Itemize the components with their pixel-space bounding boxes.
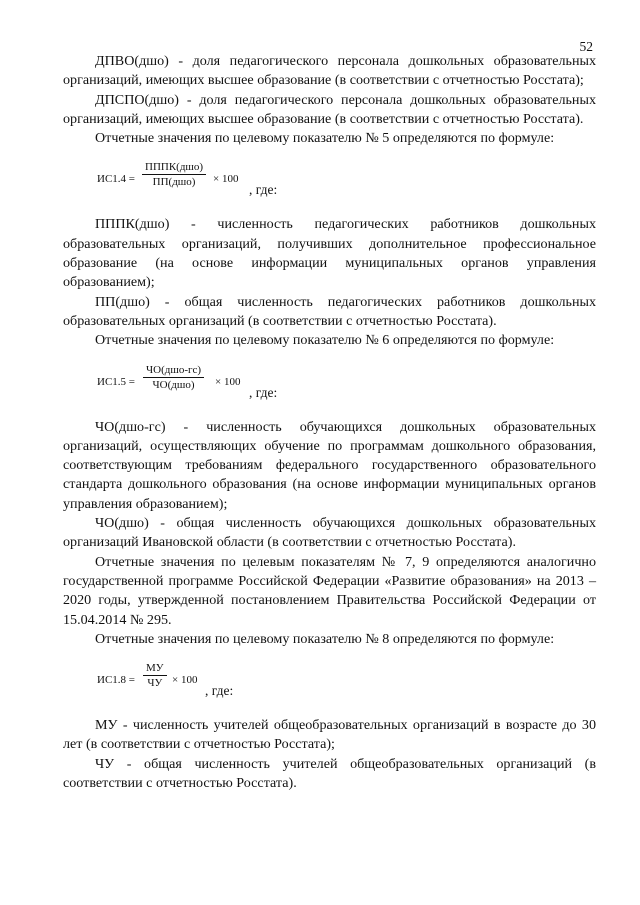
formula-is1-4 <box>63 158 596 198</box>
definition-cho-dsho-gs: ЧО(дшо-гс) - численность обучающихся дошкольных образовательных организаций, осуществляющих обучение по программам дошкольного образования, соответствующим требованиям федерального государственного образовательного стандарта дошкольного образования (на основе информации муниципальных органов управления образованием); <box>63 418 596 512</box>
formula-multiplier: × 100 <box>215 375 241 388</box>
formula-multiplier: × 100 <box>213 173 239 186</box>
page-number: 52 <box>579 39 593 54</box>
formula-numerator: ЧО(дшо-гс) <box>143 365 204 378</box>
document-body <box>63 52 596 793</box>
formula-intro-8: Отчетные значения по целевому показателю № 8 определяются по формуле: <box>95 630 555 647</box>
formula-is1-8 <box>63 659 596 699</box>
formula-left: ИС1.5 = <box>97 375 135 388</box>
formula-intro-6: Отчетные значения по целевому показателю № 6 определяются по формуле: <box>95 332 555 349</box>
formula-denominator: ЧО(дшо) <box>152 378 195 391</box>
formula-fraction <box>143 365 204 391</box>
formula-where: , где: <box>249 384 278 400</box>
formula-numerator: МУ <box>143 663 167 676</box>
formula-left: ИС1.4 = <box>97 173 135 186</box>
formula-is1-5 <box>63 361 596 401</box>
formula-denominator: ПП(дшо) <box>152 176 196 189</box>
formula-fraction <box>142 162 206 188</box>
definition-cho-dsho: ЧО(дшо) - общая численность обучающихся дошкольных образовательных организаций Ивановской области (в соответствии с отчетностью Росстата). <box>63 515 596 551</box>
formula-where: , где: <box>205 683 234 699</box>
formula-fraction <box>143 663 167 689</box>
definition-dpvo: ДПВО(дшо) - доля педагогического персонала дошкольных образовательных организаций, имеющих высшее образование (в соответствии с отчетностью Росстата); <box>63 53 596 89</box>
definition-mu: МУ - численность учителей общеобразовательных организаций в возрасте до 30 лет (в соответствии с отчетностью Росстата); <box>63 717 596 753</box>
formula-denominator: ЧУ <box>147 677 163 690</box>
paragraph-indicators-7-9: Отчетные значения по целевым показателям № 7, 9 определяются аналогично государственной программе Российской Федерации «Развитие образования» на 2013 – 2020 годы, утвержденной постановлением Правительства Российской Федерации от 15.04.2014 № 295. <box>63 553 596 628</box>
formula-where: , где: <box>249 182 278 198</box>
formula-left: ИС1.8 = <box>97 674 135 687</box>
formula-multiplier: × 100 <box>172 674 198 687</box>
definition-chu: ЧУ - общая численность учителей общеобразовательных организаций (в соответствии с отчетностью Росстата). <box>63 755 596 792</box>
definition-pp: ПП(дшо) - общая численность педагогических работников дошкольных образовательных организаций (в соответствии с отчетностью Росстата). <box>63 293 596 329</box>
definition-pppk: ПППК(дшо) - численность педагогических работников дошкольных образовательных организаций, получивших дополнительное профессиональное образование (на основе информации муниципальных органов управления образованием); <box>63 216 596 291</box>
formula-intro-5: Отчетные значения по целевому показателю № 5 определяются по формуле: <box>95 130 555 147</box>
definition-dpspo: ДПСПО(дшо) - доля педагогического персонала дошкольных образовательных организаций, имеющих высшее образование (в соответствии с отчетностью Росстата). <box>63 91 596 127</box>
formula-numerator: ПППК(дшо) <box>142 162 206 175</box>
